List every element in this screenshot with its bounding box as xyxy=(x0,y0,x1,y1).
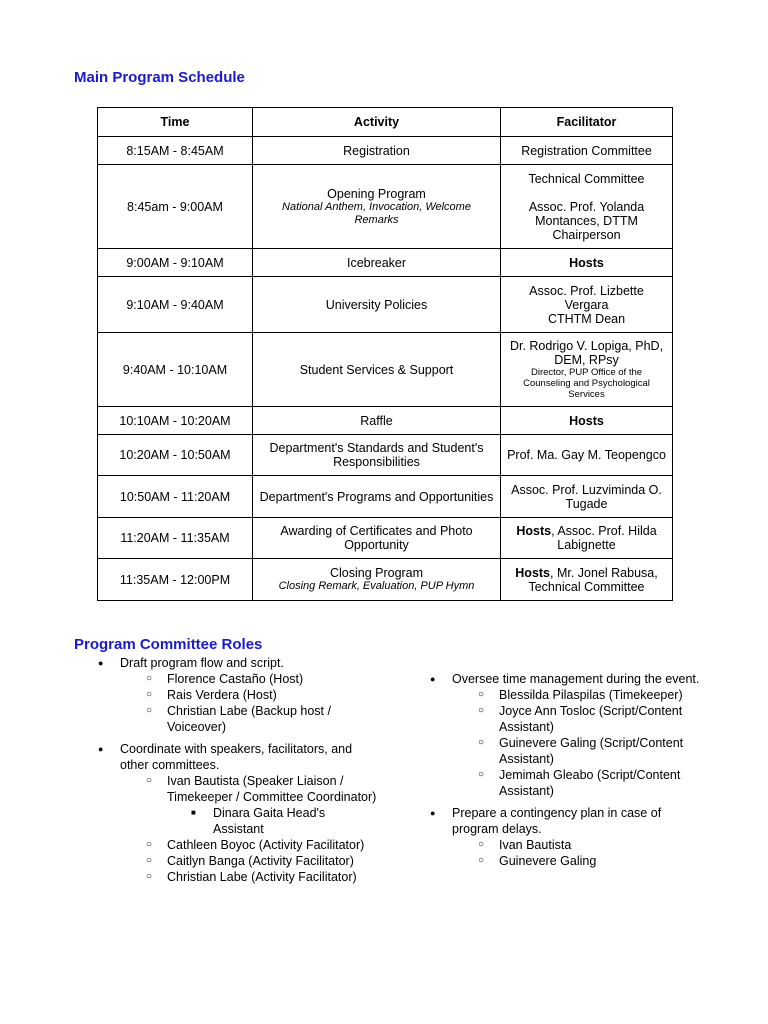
facilitator-hosts: Hosts xyxy=(515,565,551,580)
facilitator-cell xyxy=(501,333,673,407)
facilitator-hosts: Hosts xyxy=(569,255,604,270)
list-item: ○ Ivan Bautista xyxy=(452,837,709,853)
schedule-heading: Main Program Schedule xyxy=(74,69,245,86)
activity-cell: Icebreaker xyxy=(253,249,501,277)
activity-title: Opening Program xyxy=(327,186,426,201)
facilitator-line: Technical Committee xyxy=(528,171,645,186)
table-row xyxy=(98,518,673,559)
schedule-table xyxy=(97,107,673,601)
facilitator-cell xyxy=(501,559,673,601)
facilitator-cell xyxy=(501,518,673,559)
facilitator-cell: Prof. Ma. Gay M. Teopengco xyxy=(501,435,673,476)
activity-subtitle: Closing Remark, Evaluation, PUP Hymn xyxy=(278,580,475,592)
table-row xyxy=(98,277,673,333)
activity-title: Closing Program xyxy=(329,566,424,580)
time-cell: 11:35AM - 12:00PM xyxy=(98,559,253,601)
list-item: ○ Caitlyn Banga (Activity Facilitator) xyxy=(120,853,377,869)
list-item xyxy=(97,741,377,885)
facilitator-title: CTHTM Dean xyxy=(547,311,626,326)
list-item: ○ Jemimah Gleabo (Script/Content Assistant) xyxy=(452,767,709,799)
time-cell: 9:00AM - 9:10AM xyxy=(98,249,253,277)
facilitator-hosts: Hosts xyxy=(516,524,552,538)
list-item xyxy=(97,655,377,735)
facilitator-cell xyxy=(501,165,673,249)
facilitator-name: Assoc. Prof. Lizbette Vergara xyxy=(529,283,644,312)
facilitator-name: Dr. Rodrigo V. Lopiga, PhD, DEM, RPsy xyxy=(509,339,664,367)
list-item: ○ Christian Labe (Backup host / Voiceover) xyxy=(120,703,377,735)
table-row xyxy=(98,137,673,165)
list-item xyxy=(120,773,377,837)
facilitator-name: , Mr. Jonel Rabusa, Technical Committee xyxy=(528,565,658,594)
table-header-row xyxy=(98,108,673,137)
list-item: ■ Dinara Gaita Head's Assistant xyxy=(120,805,377,837)
role-task: Coordinate with speakers, facilitators, and other committees. xyxy=(120,742,353,772)
facilitator-cell xyxy=(501,249,673,277)
role-task: Oversee time management during the event. xyxy=(452,672,700,686)
roles-left-column xyxy=(97,655,377,891)
time-cell: 10:10AM - 10:20AM xyxy=(98,407,253,435)
time-cell: 9:10AM - 9:40AM xyxy=(98,277,253,333)
list-item: ○ Cathleen Boyoc (Activity Facilitator) xyxy=(120,837,377,853)
table-row xyxy=(98,559,673,601)
time-cell: 10:20AM - 10:50AM xyxy=(98,435,253,476)
facilitator-name: Assoc. Prof. Yolanda Montances, DTTM Chairperson xyxy=(528,199,645,242)
table-row xyxy=(98,333,673,407)
activity-cell: Raffle xyxy=(253,407,501,435)
header-time: Time xyxy=(98,108,253,137)
facilitator-hosts: Hosts xyxy=(569,413,604,428)
activity-cell: Student Services & Support xyxy=(253,333,501,407)
header-facilitator: Facilitator xyxy=(501,108,673,137)
role-task: Draft program flow and script. xyxy=(120,656,284,670)
roles-right-column xyxy=(429,671,709,875)
member-name: Ivan Bautista (Speaker Liaison / Timekeeper / Committee Coordinator) xyxy=(167,774,377,804)
time-cell: 11:20AM - 11:35AM xyxy=(98,518,253,559)
list-item: ○ Guinevere Galing (Script/Content Assistant) xyxy=(452,735,709,767)
table-row xyxy=(98,407,673,435)
table-row xyxy=(98,249,673,277)
list-item: ○ Joyce Ann Tosloc (Script/Content Assistant) xyxy=(452,703,709,735)
activity-cell: Department's Standards and Student's Responsibilities xyxy=(253,435,501,476)
facilitator-subtitle: Director, PUP Office of the Counseling and Psychological Services xyxy=(523,367,650,400)
activity-cell: Department's Programs and Opportunities xyxy=(253,476,501,518)
list-item: ○ Guinevere Galing xyxy=(452,853,709,869)
facilitator-cell: Registration Committee xyxy=(501,137,673,165)
activity-cell: Awarding of Certificates and Photo Opportunity xyxy=(253,518,501,559)
role-task: Prepare a contingency plan in case of program delays. xyxy=(452,806,662,836)
time-cell: 10:50AM - 11:20AM xyxy=(98,476,253,518)
table-row xyxy=(98,165,673,249)
activity-cell: Registration xyxy=(253,137,501,165)
list-item xyxy=(429,805,709,869)
facilitator-cell: Assoc. Prof. Luzviminda O. Tugade xyxy=(501,476,673,518)
time-cell: 8:15AM - 8:45AM xyxy=(98,137,253,165)
activity-cell xyxy=(253,165,501,249)
time-cell: 8:45am - 9:00AM xyxy=(98,165,253,249)
header-activity: Activity xyxy=(253,108,501,137)
facilitator-cell xyxy=(501,407,673,435)
list-item xyxy=(429,671,709,799)
list-item: ○ Christian Labe (Activity Facilitator) xyxy=(120,869,377,885)
facilitator-cell xyxy=(501,277,673,333)
list-item: ○ Blessilda Pilaspilas (Timekeeper) xyxy=(452,687,709,703)
activity-subtitle: National Anthem, Invocation, Welcome Remarks xyxy=(282,200,471,226)
roles-heading: Program Committee Roles xyxy=(74,636,263,653)
activity-cell xyxy=(253,559,501,601)
table-row xyxy=(98,476,673,518)
table-row xyxy=(98,435,673,476)
facilitator-name: , Assoc. Prof. Hilda Labignette xyxy=(551,524,657,552)
list-item: ○ Rais Verdera (Host) xyxy=(120,687,377,703)
list-item: ○ Florence Castaño (Host) xyxy=(120,671,377,687)
activity-cell: University Policies xyxy=(253,277,501,333)
time-cell: 9:40AM - 10:10AM xyxy=(98,333,253,407)
